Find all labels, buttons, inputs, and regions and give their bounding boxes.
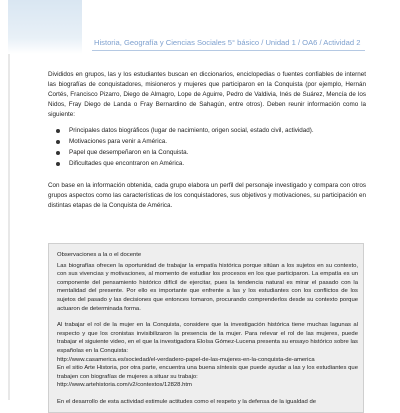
observations-title: Observaciones a la o el docente	[57, 252, 142, 258]
header-divider	[92, 50, 365, 51]
list-item-text: Principales datos biográficos (lugar de nacimiento, origen social, estado civil, actividad).	[69, 127, 314, 134]
casamerica-link[interactable]: http://www.casamerica.es/sociedad/el-verdadero-papel-de-las-mujeres-en-la-conquista-de-america	[57, 356, 315, 363]
header-decoration	[8, 0, 82, 54]
observations-paragraph-2	[57, 321, 358, 390]
teacher-observations-box	[48, 243, 364, 413]
closing-paragraph: Con base en la información obtenida, cada grupo elabora un perfil del personaje investigado y compara con otros grupos aspectos como las características de los conquistadores, sus objetivos y motivaciones, su participación en distintas etapas de la Conquista de América.	[48, 182, 366, 209]
bullet-icon	[56, 151, 60, 155]
list-item-text: Motivaciones para venir a América.	[69, 138, 167, 145]
list-item-text: Papel que desempeñaron en la Conquista.	[69, 149, 189, 156]
list-item	[56, 137, 366, 147]
observations-paragraph-1: Las biografías ofrecen la oportunidad de trabajar la empatía histórica porque sitúan a los sujetos en su contexto, con sus vivencias y motivaciones, al momento de estudiar los procesos en los que participaron. La empatía es un componente del pensamiento histórico difícil de ejercitar, pues la tendencia natural es mirar el pasado con la mentalidad del presente. Por ello es importante que enfrente a las y los estudiantes con los conflictos de los sujetos del pasado y las decisiones que entonces tomaron, procurando comprenderlos desde su contexto porque actuaron de determinada forma.	[57, 262, 358, 312]
list-item	[56, 126, 366, 136]
bullet-icon	[56, 162, 60, 166]
activity-body	[48, 70, 366, 211]
list-item	[56, 159, 366, 169]
observations-paragraph-2-text: Al trabajar el rol de la mujer en la Conquista, considere que la investigación histórica tiene muchas lagunas al respecto y que los cronistas invisibilizaron la presencia de la mujer. Para relevar el rol de las mujeres, puede trabajar el siguiente video, en el que la investigadora Eloísa Gómez-Lucena presenta su ensayo histórico sobre las españolas en la Conquista:	[57, 322, 358, 354]
info-list	[56, 126, 366, 169]
list-item-text: Dificultades que encontraron en América.	[69, 160, 185, 167]
intro-paragraph: Divididos en grupos, las y los estudiantes buscan en diccionarios, enciclopedias o fuentes confiables de internet las biografías de conquistadores, misioneros y mujeres que participaron en la Conquista (por ejemplo, Hernán Cortés, Francisco Pizarro, Diego de Almagro, Lope de Aguirre, Pedro de Valdivia, Inés de Suárez, Mencía de los Nidos, Fray Diego de Landa o Fray Bernardino de Sahagún, entre otros). Deben reunir información como la siguiente:	[48, 71, 366, 118]
page-header-title: Historia, Geografía y Ciencias Sociales 5° básico / Unidad 1 / OA6 / Actividad 2	[94, 38, 361, 47]
bullet-icon	[56, 140, 60, 144]
list-item	[56, 148, 366, 158]
observations-paragraph-4: En el desarrollo de esta actividad estimule actitudes como el respeto y la defensa de la igualdad de	[57, 398, 317, 405]
observations-paragraph-3: En el sitio Arte Historia, por otra parte, encuentra una buena síntesis que puede ayudar a las y los estudiantes que trabajen con biografías de mujeres a situar su trabajo:	[57, 365, 358, 380]
artehistoria-link[interactable]: http://www.artehistoria.com/v2/contextos/12828.htm	[57, 382, 192, 389]
bullet-icon	[56, 129, 60, 133]
